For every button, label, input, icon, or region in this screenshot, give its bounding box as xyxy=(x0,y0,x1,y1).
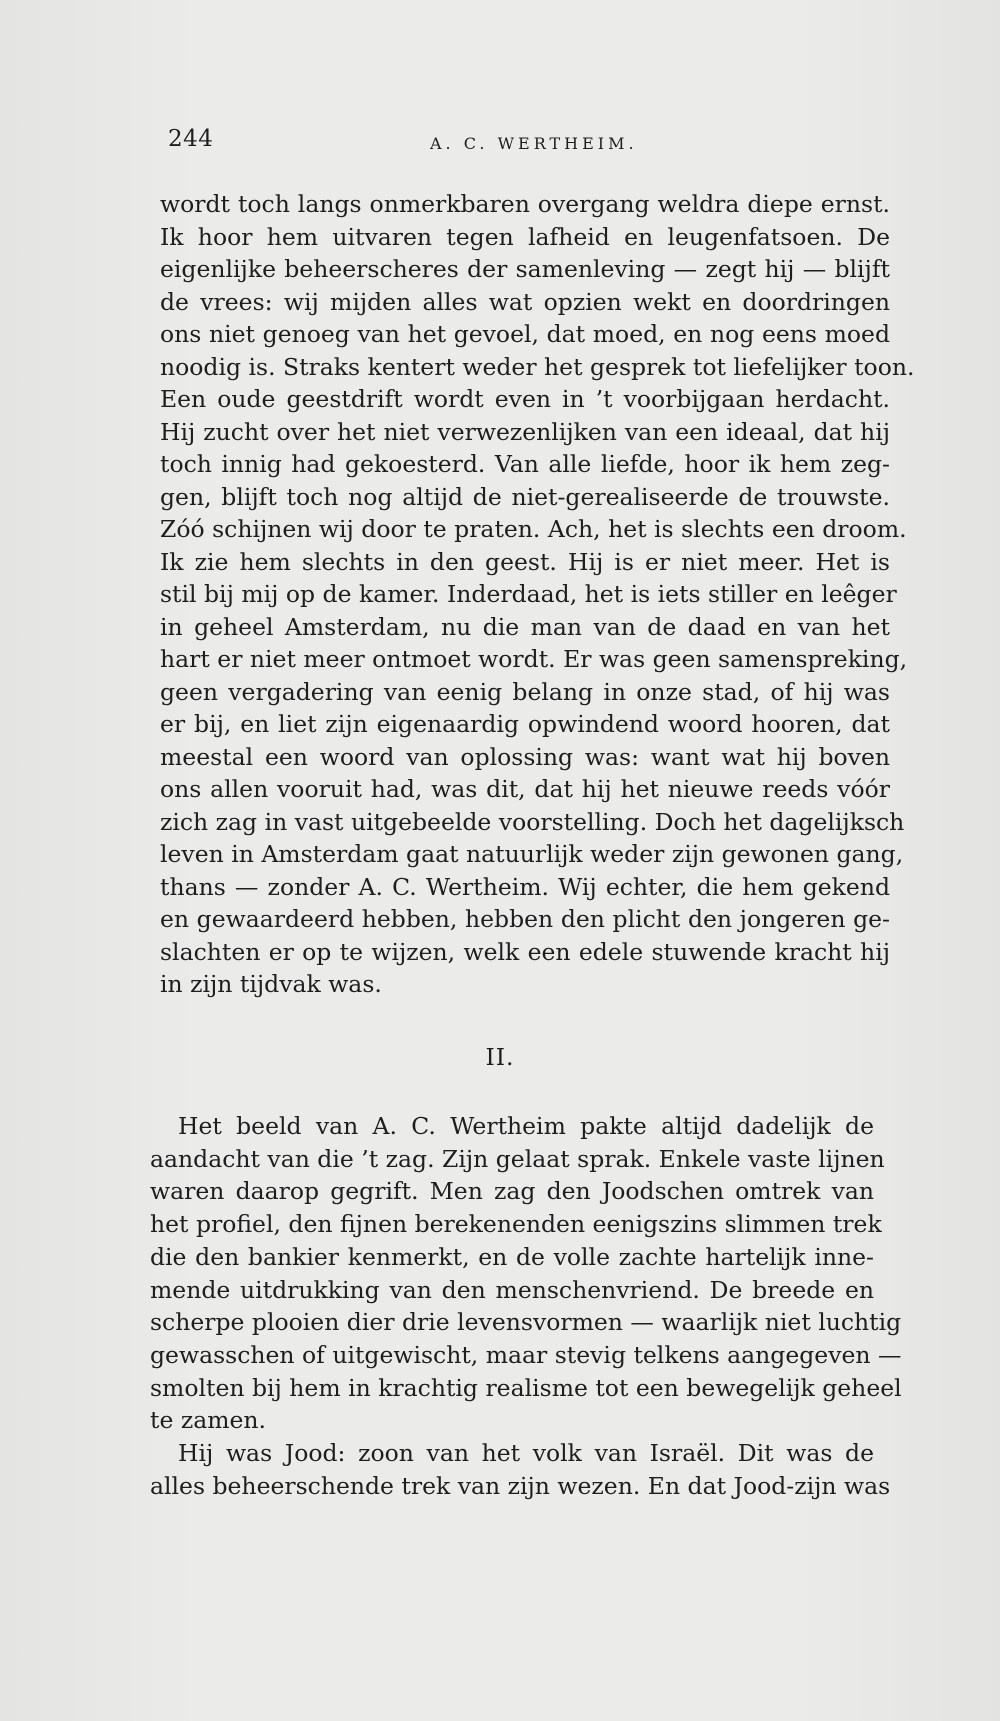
paragraph xyxy=(150,1110,902,1437)
text-line: Ik hoor hem uitvaren tegen lafheid en leugenfatsoen. De xyxy=(160,222,890,251)
text-line: te zamen. xyxy=(150,1406,267,1435)
text-line: ons niet genoeg van het gevoel, dat moed, en nog eens moed xyxy=(160,320,890,348)
text-line: de vrees: wij mijden alles wat opzien wekt en doordringen xyxy=(160,287,890,316)
text-line: die den bankier kenmerkt, en de volle zachte hartelijk inne- xyxy=(150,1242,874,1271)
text-line: hart er niet meer ontmoet wordt. Er was geen samenspreking, xyxy=(160,645,908,673)
text-line: slachten er op te wijzen, welk een edele stuwende kracht hij xyxy=(160,937,890,966)
text-line: in geheel Amsterdam, nu die man van de daad en van het xyxy=(160,612,890,641)
text-line: waren daarop gegrift. Men zag den Joodschen omtrek van xyxy=(150,1177,874,1206)
text-line: in zijn tijdvak was. xyxy=(160,970,382,998)
text-line: ons allen vooruit had, was dit, dat hij het nieuwe reeds vóór xyxy=(160,775,890,803)
text-line: Een oude geestdrift wordt even in ’t voorbijgaan herdacht. xyxy=(160,385,890,413)
text-line: stil bij mij op de kamer. Inderdaad, het is iets stiller en leêger xyxy=(160,580,897,608)
text-line: en gewaardeerd hebben, hebben den plicht den jongeren ge- xyxy=(160,905,890,933)
text-line: wordt toch langs onmerkbaren overgang weldra diepe ernst. xyxy=(160,190,890,218)
text-line: geen vergadering van eenig belang in onze stad, of hij was xyxy=(160,677,890,706)
text-line: eigenlijke beheerscheres der samenleving — zegt hij — blijft xyxy=(160,255,890,283)
page-number: 244 xyxy=(168,126,214,152)
text-line: smolten bij hem in krachtig realisme tot een bewegelijk geheel xyxy=(150,1373,902,1402)
paragraph xyxy=(150,1437,891,1502)
text-line: Hij zucht over het niet verwezenlijken van een ideaal, dat hij xyxy=(160,417,890,446)
text-line: Zóó schijnen wij door te praten. Ach, het is slechts een droom. xyxy=(160,515,907,543)
text-line: zich zag in vast uitgebeelde voorstelling. Doch het dagelijksch xyxy=(160,807,905,836)
running-title: A. C. WERTHEIM. xyxy=(430,134,638,153)
text-line: leven in Amsterdam gaat natuurlijk weder zijn gewonen gang, xyxy=(160,840,904,868)
text-line: noodig is. Straks kentert weder het gesprek tot liefelijker toon. xyxy=(160,352,915,381)
text-line: mende uitdrukking van den menschenvriend. De breede en xyxy=(150,1275,874,1304)
text-line: thans — zonder A. C. Wertheim. Wij echter, die hem gekend xyxy=(160,872,890,901)
text-line: het profiel, den fijnen berekenenden eenigszins slimmen trek xyxy=(150,1210,882,1239)
text-line: meestal een woord van oplossing was: want wat hij boven xyxy=(160,742,890,771)
body-text-top xyxy=(160,188,915,1001)
body-text-bottom xyxy=(150,1110,902,1502)
text-line: alles beheerschende trek van zijn wezen. En dat Jood-zijn was xyxy=(150,1471,891,1500)
text-line: scherpe plooien dier drie levensvormen — waarlijk niet luchtig xyxy=(150,1308,902,1337)
text-line: toch innig had gekoesterd. Van alle liefde, hoor ik hem zeg- xyxy=(160,450,890,478)
text-line: gewasschen of uitgewischt, maar stevig telkens aangegeven — xyxy=(150,1340,902,1369)
text-line: gen, blijft toch nog altijd de niet-gerealiseerde de trouwste. xyxy=(160,482,890,511)
paragraph xyxy=(160,188,915,1001)
text-line: er bij, en liet zijn eigenaardig opwindend woord hooren, dat xyxy=(160,710,890,738)
text-line: Ik zie hem slechts in den geest. Hij is er niet meer. Het is xyxy=(160,547,890,576)
running-head xyxy=(168,126,878,162)
text-line: Het beeld van A. C. Wertheim pakte altijd dadelijk de xyxy=(178,1112,874,1140)
text-line: aandacht van die ’t zag. Zijn gelaat sprak. Enkele vaste lijnen xyxy=(150,1144,885,1173)
text-line: Hij was Jood: zoon van het volk van Israël. Dit was de xyxy=(178,1439,874,1468)
section-heading: II. xyxy=(485,1043,515,1071)
